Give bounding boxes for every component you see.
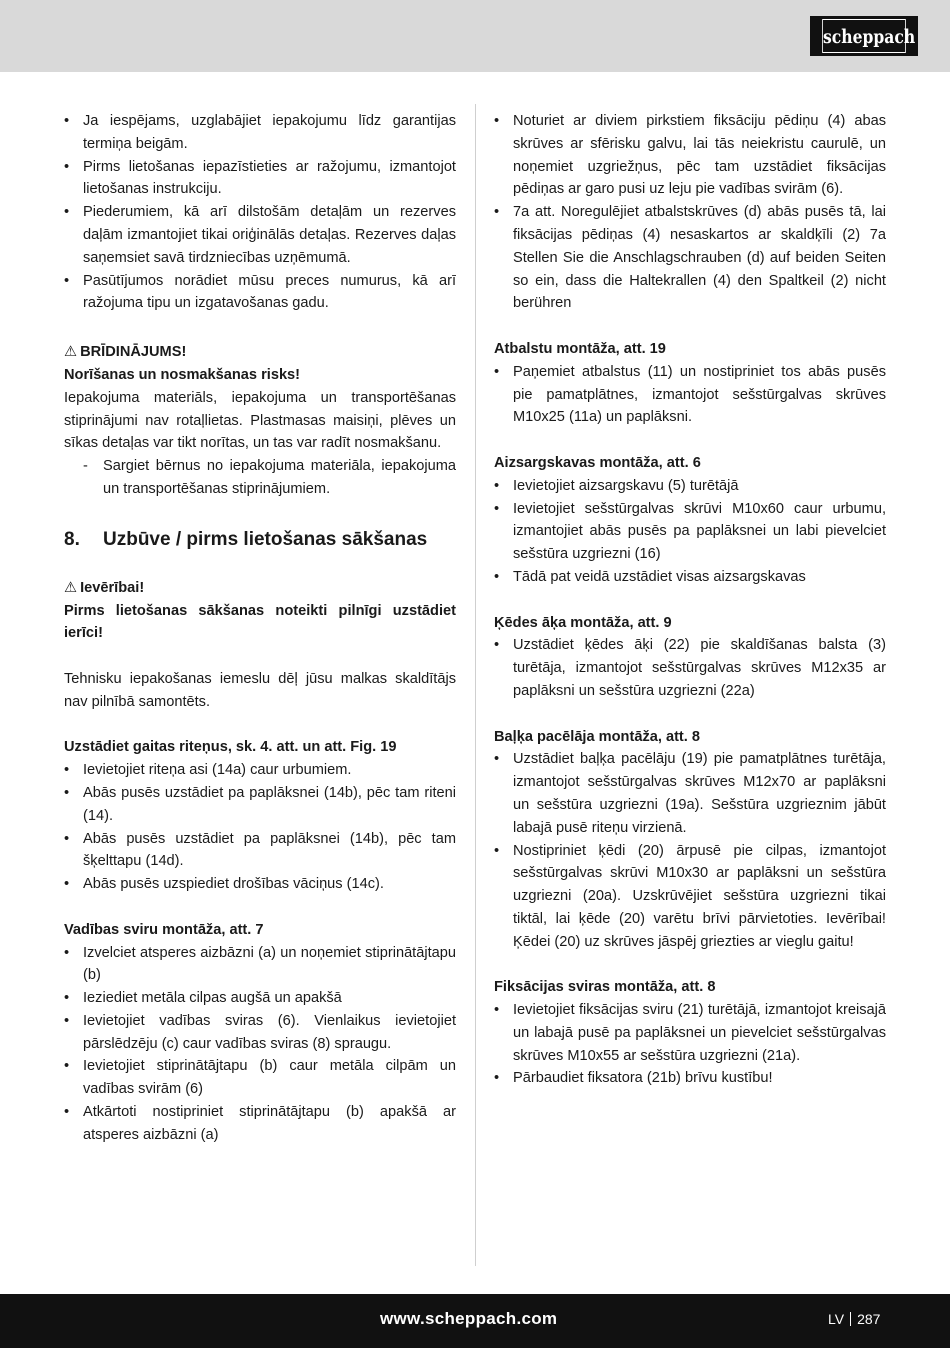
list-item: • Ievietojiet riteņa asi (14a) caur urbumiem. <box>64 759 456 782</box>
chain-heading: Ķēdes āķa montāža, att. 9 <box>494 614 672 631</box>
page-number: 287 <box>857 1311 881 1327</box>
list-item: • Paņemiet atbalstus (11) un nostipriniet tos abās pusēs pie pamatplātnes, izmantojot sešstūrgalvas skrūves M10x25 (11a) un paplāksni. <box>494 361 886 429</box>
supports-list <box>494 361 886 429</box>
list-item: • Ievietojiet stiprinātājtapu (b) caur metāla cilpām un vadības svirām (6) <box>64 1055 456 1101</box>
warning-icon: ⚠ <box>64 344 78 361</box>
page-separator <box>850 1312 851 1326</box>
chapter-number: 8. <box>64 528 80 550</box>
list-item: • Tādā pat veidā uzstādiet visas aizsargskavas <box>494 566 886 589</box>
levers-heading: Vadības sviru montāža, att. 7 <box>64 921 264 938</box>
list-item: • Ievietojiet sešstūrgalvas skrūvi M10x60 caur urbumu, izmantojiet abās pusēs pa paplāksnei un labi pievelciet sešstūra uzgriezni (16) <box>494 498 886 566</box>
list-item: • Ievietojiet fiksācijas sviru (21) turētājā, izmantojot kreisajā un labajā pusē pa paplāksnei un pievelciet sešstūrgalvas skrūves M10x55 ar sešstūra uzgriezni (21a). <box>494 999 886 1067</box>
footer-url[interactable]: www.scheppach.com <box>380 1309 558 1328</box>
fix-list <box>494 999 886 1090</box>
list-item: • Abās pusēs uzstādiet pa paplāksnei (14b), pēc tam riteni (14). <box>64 782 456 828</box>
left-column <box>64 110 456 1147</box>
list-item: • Ieziediet metāla cilpas augšā un apakšā <box>64 987 456 1010</box>
fix-heading: Fiksācijas sviras montāža, att. 8 <box>494 979 716 996</box>
tech-note: Tehnisku iepakošanas iemeslu dēļ jūsu malkas skaldītājs nav pilnībā samontēts. <box>64 670 456 710</box>
levers-list <box>64 942 456 1147</box>
warning-subtitle: Norīšanas un nosmakšanas risks! <box>64 366 301 383</box>
supports-heading: Atbalstu montāža, att. 19 <box>494 340 666 357</box>
list-item: • Abās pusēs uzstādiet pa paplāksnei (14b), pēc tam šķelttapu (14d). <box>64 828 456 874</box>
brand-logo <box>810 16 918 56</box>
logo-text: scheppach <box>822 19 906 53</box>
column-divider <box>475 104 476 1266</box>
list-item: • Pirms lietošanas iepazīstieties ar ražojumu, izmantojot lietošanas instrukciju. <box>64 156 456 202</box>
guard-heading: Aizsargskavas montāža, att. 6 <box>494 454 701 471</box>
chapter-title: Uzbūve / pirms lietošanas sākšanas <box>103 528 428 550</box>
list-item: • Abās pusēs uzspiediet drošības vāciņus (14c). <box>64 873 456 896</box>
list-item: • Pārbaudiet fiksatora (21b) brīvu kustību! <box>494 1067 886 1090</box>
chain-list <box>494 634 886 702</box>
list-item: • Piederumiem, kā arī dilstošām detaļām un rezerves daļām izmantojiet tikai oriģinālās detaļas. Rezerves daļas saņemsiet savā tirdzniecības uzņēmumā. <box>64 201 456 269</box>
intro-list <box>64 110 456 315</box>
chapter-heading <box>64 528 456 551</box>
list-item: • Atkārtoti nostipriniet stiprinātājtapu (b) apakšā ar atsperes aizbāzni (a) <box>64 1101 456 1147</box>
list-item: • Uzstādiet baļķa pacēlāju (19) pie pamatplātnes turētāja, izmantojot sešstūrgalvas skrūves M12x70 ar paplāksni un sešstūra uzgriezni (19a). Sešstūra uzgrieznim jābūt labajā pusē riteņu virzienā. <box>494 748 886 839</box>
wheels-list <box>64 759 456 896</box>
attention-text: Pirms lietošanas sākšanas noteikti pilnīgi uzstādiet ierīci! <box>64 602 456 642</box>
warning-text: Iepakojuma materiāls, iepakojuma un transportēšanas stiprinājumi nav rotaļlietas. Plastmasas maisiņi, plēves un sīkas detaļas var tikt norītas, un tas var radīt nosmakšanu. <box>64 389 456 452</box>
list-item: • Pasūtījumos norādiet mūsu preces numurus, kā arī ražojuma tipu un izgatavošanas gadu. <box>64 270 456 316</box>
attention-title: Ievērībai! <box>80 579 145 596</box>
lifter-heading: Baļķa pacēlāja montāža, att. 8 <box>494 728 701 745</box>
attention-icon: ⚠ <box>64 579 78 596</box>
page-indicator <box>828 1310 880 1328</box>
list-item: • Noturiet ar diviem pirkstiem fiksāciju pēdiņu (4) abas skrūves ar sfērisku galvu, lai tās neiekristu caurulē, un noņemiet uzgriežņus, pēc tam uzstādiet fiksācijas pēdiņas ar garo pusi uz leju pie vadības svirām (6). <box>494 110 886 201</box>
list-item: • Ja iespējams, uzglabājiet iepakojumu līdz garantijas termiņa beigām. <box>64 110 456 156</box>
language-code: LV <box>828 1311 845 1327</box>
wheels-heading: Uzstādiet gaitas riteņus, sk. 4. att. un att. Fig. 19 <box>64 739 397 756</box>
guard-list <box>494 475 886 589</box>
warning-dash-item: - Sargiet bērnus no iepakojuma materiāla, iepakojuma un transportēšanas stiprinājumiem. <box>64 455 456 501</box>
list-item: • Nostipriniet ķēdi (20) ārpusē pie cilpas, izmantojot sešstūrgalvas skrūvi M10x30 ar paplāksni un sešstūra uzgriezni (20a). Uzskrūvējiet sešstūra uzgriezni tikai tiktāl, lai ķēde (20) varētu brīvi pārvietoties. Ievērībai! Ķēdei (20) uz skrūves jāspēj griezties ar vieglu gaitu! <box>494 840 886 954</box>
right-column <box>494 110 886 1090</box>
lifter-list <box>494 748 886 953</box>
header-band <box>0 0 950 72</box>
warning-block <box>64 341 456 501</box>
list-item: • Uzstādiet ķēdes āķi (22) pie skaldīšanas balsta (3) turētāja, izmantojot sešstūrgalvas skrūves M12x35 ar paplāksni un sešstūra uzgriezni (22a) <box>494 634 886 702</box>
list-item: • 7a att. Noregulējiet atbalstskrūves (d) abās pusēs tā, lai fiksācijas pēdiņas (4) nesaskartos ar skaldķīli (2) 7a Stellen Sie die Anschlagschrauben (d) auf beiden Seiten so ein, dass die Haltekrallen (4) den Spaltkeil (2) nicht berühren <box>494 201 886 315</box>
top-list <box>494 110 886 315</box>
list-item: • Ievietojiet vadības sviras (6). Vienlaikus ievietojiet pārslēdzēju (c) caur vadības sviras (8) spraugu. <box>64 1010 456 1056</box>
list-item: • Izvelciet atsperes aizbāzni (a) un noņemiet stiprinātājtapu (b) <box>64 942 456 988</box>
warning-title: BRĪDINĀJUMS! <box>80 344 187 361</box>
attention-block <box>64 577 456 645</box>
list-item: • Ievietojiet aizsargskavu (5) turētājā <box>494 475 886 498</box>
